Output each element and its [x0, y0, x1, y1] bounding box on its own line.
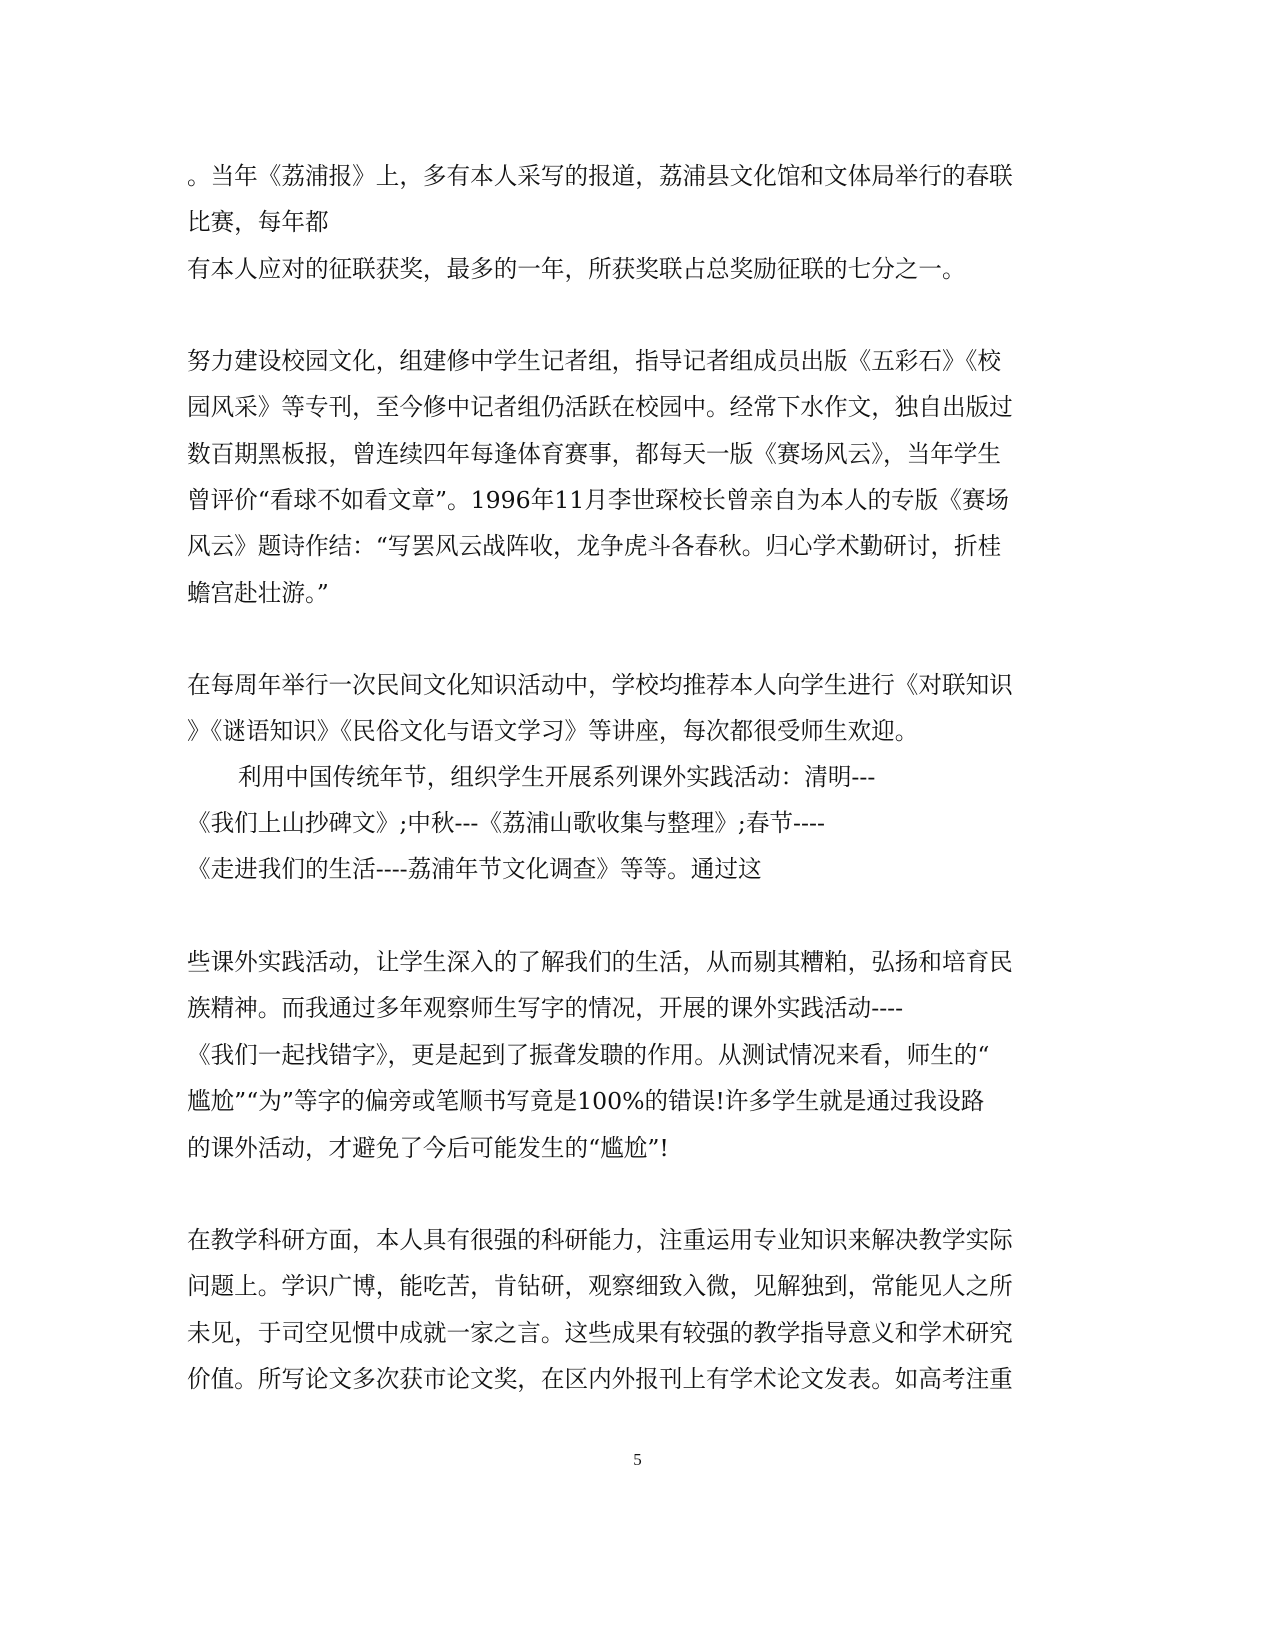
- text-line: 比赛，每年都: [187, 208, 329, 236]
- text-line: 努力建设校园文化，组建修中学生记者组，指导记者组成员出版《五彩石》《校: [187, 347, 1001, 375]
- text-line: 问题上。学识广博，能吃苦，肯钻研，观察细致入微，见解独到，常能见人之所: [187, 1272, 1013, 1300]
- text-line: 园风采》等专刊，至今修中记者组仍活跃在校园中。经常下水作文，独自出版过: [187, 393, 1013, 421]
- text-line: 未见，于司空见惯中成就一家之言。这些成果有较强的教学指导意义和学术研究: [187, 1319, 1013, 1347]
- text-line: 在教学科研方面，本人具有很强的科研能力，注重运用专业知识来解决教学实际: [187, 1226, 1013, 1254]
- text-line: 尴尬”“为”等字的偏旁或笔顺书写竟是100%的错误!许多学生就是通过我设路: [187, 1087, 985, 1115]
- text-line: 。当年《荔浦报》上，多有本人采写的报道，荔浦县文化馆和文体局举行的春联: [187, 162, 1013, 190]
- text-line: 蟾宫赴壮游。”: [187, 579, 329, 607]
- text-line: 利用中国传统年节，组织学生开展系列课外实践活动：清明---: [238, 763, 876, 791]
- text-line: 曾评价“看球不如看文章”。1996年11月李世琛校长曾亲自为本人的专版《赛场: [187, 486, 1009, 514]
- text-line: 《走进我们的生活----荔浦年节文化调查》等等。通过这: [187, 855, 762, 883]
- text-line: 些课外实践活动，让学生深入的了解我们的生活，从而剔其糟粕，弘扬和培育民: [187, 948, 1013, 976]
- text-line: 数百期黑板报，曾连续四年每逢体育赛事，都每天一版《赛场风云》，当年学生: [187, 440, 1001, 468]
- text-line: 《我们一起找错字》，更是起到了振聋发聩的作用。从测试情况来看，师生的“: [187, 1041, 990, 1069]
- page-number: 5: [633, 1450, 642, 1469]
- text-line: 的课外活动，才避免了今后可能发生的“尴尬”!: [187, 1134, 669, 1162]
- text-line: 族精神。而我通过多年观察师生写字的情况，开展的课外实践活动----: [187, 994, 904, 1022]
- text-line: 》《谜语知识》《民俗文化与语文学习》等讲座，每次都很受师生欢迎。: [187, 717, 919, 745]
- text-line: 在每周年举行一次民间文化知识活动中，学校均推荐本人向学生进行《对联知识: [187, 671, 1013, 699]
- text-line: 《我们上山抄碑文》;中秋---《荔浦山歌收集与整理》;春节----: [187, 809, 825, 837]
- text-line: 有本人应对的征联获奖，最多的一年，所获奖联占总奖励征联的七分之一。: [187, 255, 966, 283]
- text-line: 价值。所写论文多次获市论文奖，在区内外报刊上有学术论文发表。如高考注重: [187, 1365, 1013, 1393]
- text-line: 风云》题诗作结：“写罢风云战阵收，龙争虎斗各春秋。归心学术勤研讨，折桂: [187, 532, 1002, 560]
